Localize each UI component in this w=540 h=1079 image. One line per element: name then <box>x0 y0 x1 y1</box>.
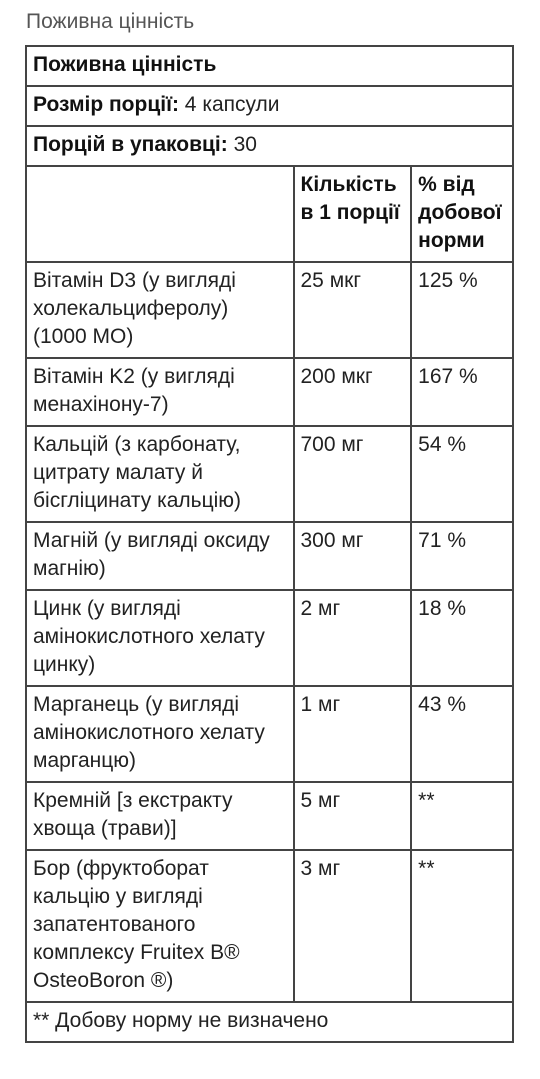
column-header-row <box>26 166 513 262</box>
serving-size-value: 4 капсули <box>178 93 280 116</box>
servings-cell <box>26 126 513 166</box>
nutrient-daily-value: ** <box>411 782 513 850</box>
serving-size-row <box>26 86 513 126</box>
servings-per-container-row <box>26 126 513 166</box>
table-row <box>26 426 513 522</box>
nutrient-amount: 200 мкг <box>294 358 412 426</box>
table-row <box>26 262 513 358</box>
footnote: ** Добову норму не визначено <box>26 1002 513 1042</box>
page-caption: Поживна цінність <box>26 10 195 33</box>
nutrient-daily-value: 125 % <box>411 262 513 358</box>
table-title-row <box>26 46 513 86</box>
nutrient-name: Вітамін D3 (у вигляді холекальциферолу) (1000 МО) <box>26 262 294 358</box>
nutrient-amount: 2 мг <box>294 590 412 686</box>
nutrient-amount: 700 мг <box>294 426 412 522</box>
nutrient-daily-value: ** <box>411 850 513 1002</box>
nutrient-amount: 25 мкг <box>294 262 412 358</box>
nutrient-daily-value: 18 % <box>411 590 513 686</box>
servings-value: 30 <box>227 133 257 156</box>
nutrient-daily-value: 71 % <box>411 522 513 590</box>
footnote-row <box>26 1002 513 1042</box>
nutrient-amount: 1 мг <box>294 686 412 782</box>
table-row <box>26 686 513 782</box>
header-empty-cell <box>26 166 294 262</box>
nutrient-amount: 300 мг <box>294 522 412 590</box>
servings-label: Порцій в упаковці: <box>33 133 228 156</box>
table-row <box>26 782 513 850</box>
nutrient-name: Бор (фруктоборат кальцію у вигляді запатентованого комплексу Fruitex B® OsteoBoron ®) <box>26 850 294 1002</box>
header-daily-value: % від добової норми <box>411 166 513 262</box>
nutrient-daily-value: 54 % <box>411 426 513 522</box>
table-row <box>26 590 513 686</box>
table-row <box>26 850 513 1002</box>
table-title: Поживна цінність <box>26 46 513 86</box>
serving-size-label: Розмір порції: <box>33 93 179 116</box>
header-amount: Кількість в 1 порції <box>294 166 412 262</box>
nutrient-daily-value: 167 % <box>411 358 513 426</box>
table-row <box>26 522 513 590</box>
nutrient-name: Кальцій (з карбонату, цитрату малату й бісгліцинату кальцію) <box>26 426 294 522</box>
nutrition-facts-table <box>25 45 514 1043</box>
nutrient-name: Марганець (у вигляді амінокислотного хелату марганцю) <box>26 686 294 782</box>
nutrient-name: Цинк (у вигляді амінокислотного хелату цинку) <box>26 590 294 686</box>
nutrient-name: Магній (у вигляді оксиду магнію) <box>26 522 294 590</box>
nutrient-amount: 5 мг <box>294 782 412 850</box>
nutrient-name: Вітамін K2 (у вигляді менахінону-7) <box>26 358 294 426</box>
nutrient-name: Кремній [з екстракту хвоща (трави)] <box>26 782 294 850</box>
nutrient-daily-value: 43 % <box>411 686 513 782</box>
nutrient-amount: 3 мг <box>294 850 412 1002</box>
serving-size-cell <box>26 86 513 126</box>
table-row <box>26 358 513 426</box>
